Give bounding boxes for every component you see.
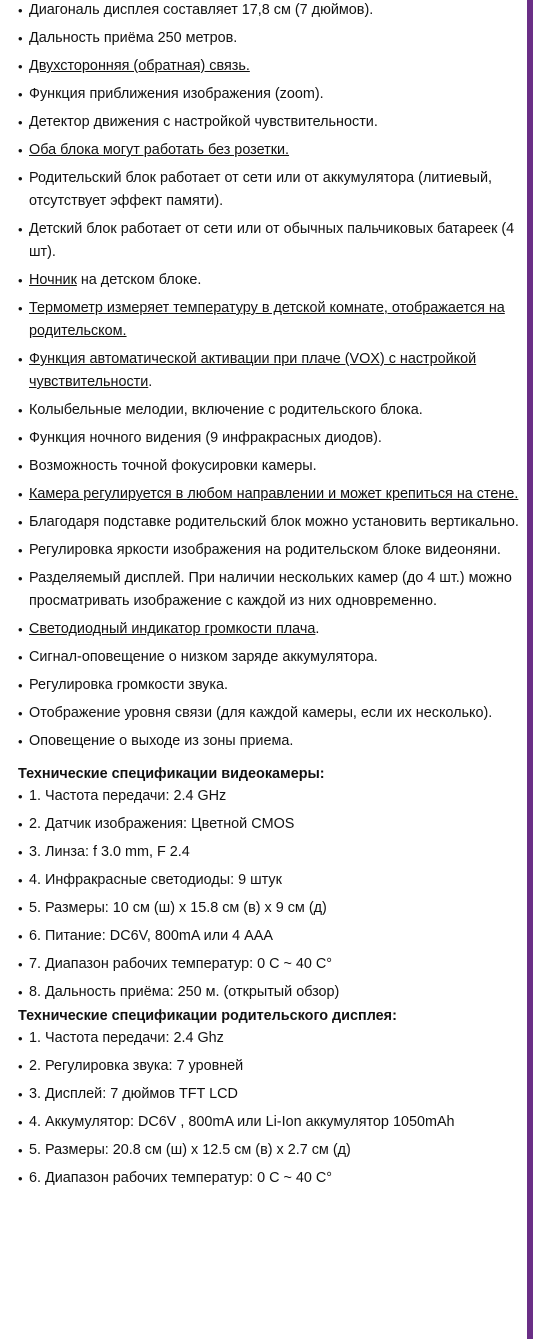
- feature-text: на детском блоке.: [76, 272, 202, 288]
- feature-text: Регулировка громкости звука.: [29, 677, 228, 693]
- feature-text-underlined: Светодиодный индикатор громкости плача: [29, 621, 316, 637]
- spec-item: • 4. Инфракрасные светодиоды: 9 штук: [18, 869, 527, 892]
- feature-text: Родительский блок работает от сети или от аккумулятора (литиевый, отсутствует эффект памяти).: [29, 170, 493, 209]
- feature-text-underlined: Ночник: [29, 272, 77, 288]
- feature-item: [18, 702, 527, 725]
- spec-item: • 2. Датчик изображения: Цветной CMOS: [18, 813, 527, 836]
- feature-item: [18, 455, 527, 478]
- feature-text: Колыбельные мелодии, включение с родительского блока.: [29, 402, 423, 418]
- spec-item: • 3. Дисплей: 7 дюймов TFT LCD: [18, 1083, 527, 1106]
- feature-item: [18, 427, 527, 450]
- feature-item: [18, 674, 527, 697]
- spec-item: • 6. Питание: DC6V, 800mA или 4 AAA: [18, 925, 527, 948]
- parent-specs-heading: Технические спецификации родительского дисплея:: [18, 1008, 397, 1024]
- feature-item: [18, 399, 527, 422]
- feature-text-underlined: Камера регулируется в любом направлении и может крепиться на стене.: [29, 486, 519, 502]
- feature-text: Благодаря подставке родительский блок можно установить вертикально.: [29, 514, 519, 530]
- feature-text: .: [148, 374, 153, 390]
- spec-item: • 1. Частота передачи: 2.4 Ghz: [18, 1027, 527, 1050]
- feature-item: [18, 483, 527, 506]
- accent-side-bar: [527, 0, 533, 1339]
- camera-specs-list: [0, 785, 527, 1004]
- feature-item: [18, 27, 527, 50]
- feature-text: Регулировка яркости изображения на родительском блоке видеоняни.: [29, 542, 501, 558]
- feature-item: [18, 730, 527, 753]
- spec-item: • 1. Частота передачи: 2.4 GHz: [18, 785, 527, 808]
- feature-text-underlined: Оба блока могут работать без розетки.: [29, 142, 290, 158]
- feature-item: [18, 0, 527, 22]
- feature-item: [18, 83, 527, 106]
- feature-item: [18, 297, 527, 343]
- feature-item: [18, 269, 527, 292]
- feature-text: Дальность приёма 250 метров.: [29, 30, 238, 46]
- feature-text: Разделяемый дисплей. При наличии нескольких камер (до 4 шт.) можно просматривать изображение с каждой из них одновременно.: [29, 570, 512, 609]
- feature-item: [18, 539, 527, 562]
- feature-text-underlined: Двухсторонняя (обратная) связь.: [29, 58, 250, 74]
- parent-specs-list: [0, 1027, 527, 1190]
- feature-item: [18, 618, 527, 641]
- feature-text: Детектор движения с настройкой чувствительности.: [29, 114, 378, 130]
- spec-item: • 4. Аккумулятор: DC6V , 800mA или Li-Ion аккумулятор 1050mAh: [18, 1111, 527, 1134]
- feature-item: [18, 167, 527, 213]
- feature-text: Функция ночного видения (9 инфракрасных диодов).: [29, 430, 382, 446]
- spec-item: • 6. Диапазон рабочих температур: 0 C ~ 40 C°: [18, 1167, 527, 1190]
- feature-text: Оповещение о выходе из зоны приема.: [29, 733, 294, 749]
- feature-text: Возможность точной фокусировки камеры.: [29, 458, 317, 474]
- feature-item: [18, 646, 527, 669]
- feature-item: [18, 511, 527, 534]
- spec-item: • 5. Размеры: 20.8 см (ш) x 12.5 см (в) x 2.7 см (д): [18, 1139, 527, 1162]
- feature-text: Функция приближения изображения (zoom).: [29, 86, 324, 102]
- feature-text: .: [315, 621, 320, 637]
- spec-item: • 7. Диапазон рабочих температур: 0 C ~ 40 C°: [18, 953, 527, 976]
- feature-text-underlined: Функция автоматической активации при плаче (VOX) с настройкой чувствительности: [29, 351, 477, 390]
- feature-item: [18, 218, 527, 264]
- feature-text: Отображение уровня связи (для каждой камеры, если их несколько).: [29, 705, 493, 721]
- feature-text: Диагональ дисплея составляет 17,8 см (7 дюймов).: [29, 2, 374, 18]
- feature-item: [18, 111, 527, 134]
- feature-item: [18, 55, 527, 78]
- feature-item: [18, 139, 527, 162]
- feature-item: [18, 567, 527, 613]
- feature-text: Детский блок работает от сети или от обычных пальчиковых батареек (4 шт).: [29, 221, 515, 260]
- feature-text: Сигнал-оповещение о низком заряде аккумулятора.: [29, 649, 378, 665]
- spec-item: • 2. Регулировка звука: 7 уровней: [18, 1055, 527, 1078]
- camera-specs-heading: Технические спецификации видеокамеры:: [18, 766, 325, 782]
- feature-text-underlined: Термометр измеряет температуру в детской комнате, отображается на родительском.: [29, 300, 505, 339]
- spec-item: • 8. Дальность приёма: 250 м. (открытый обзор): [18, 981, 527, 1004]
- spec-item: • 5. Размеры: 10 см (ш) x 15.8 см (в) x 9 см (д): [18, 897, 527, 920]
- feature-item: [18, 348, 527, 394]
- spec-item: • 3. Линза: f 3.0 mm, F 2.4: [18, 841, 527, 864]
